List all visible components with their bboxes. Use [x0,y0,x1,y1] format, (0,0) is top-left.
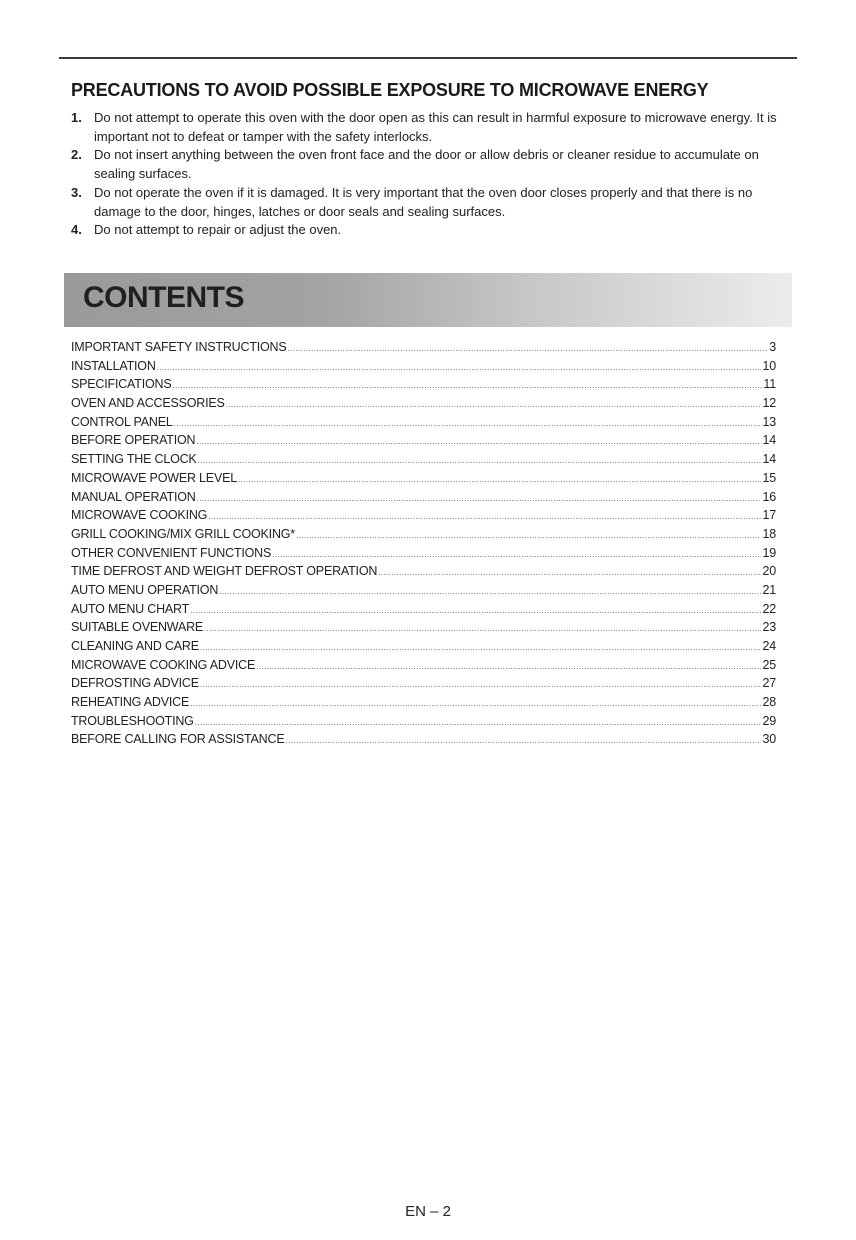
toc-entry-page: 27 [762,676,776,691]
toc-entry-page: 15 [762,470,776,485]
toc-entry-title: IMPORTANT SAFETY INSTRUCTIONS [71,340,287,354]
toc-entry[interactable] [71,452,776,471]
toc-entry-page: 12 [762,396,776,411]
toc-entry-page: 20 [762,564,776,579]
toc-entry[interactable] [71,564,776,583]
toc-entry-title: REHEATING ADVICE [71,695,190,710]
precaution-number: 2. [71,147,82,163]
toc-dot-leader [195,718,762,727]
toc-entry-page: 3 [769,340,776,354]
toc-entry-page: 24 [762,639,776,653]
toc-dot-leader [204,624,761,633]
toc-entry[interactable] [71,433,776,452]
toc-dot-leader [208,512,761,521]
toc-entry-title: MICROWAVE COOKING ADVICE [71,657,256,672]
toc-entry-title: SETTING THE CLOCK [71,452,197,467]
toc-entry[interactable] [71,639,776,658]
toc-entry-title: AUTO MENU OPERATION [71,582,219,597]
toc-entry-page: 13 [762,414,776,429]
toc-dot-leader [197,494,762,503]
precaution-number: 4. [71,222,82,238]
top-divider [59,57,797,59]
page-number: EN – 2 [405,1203,451,1220]
precaution-number: 1. [71,110,82,125]
toc-dot-leader [196,437,761,446]
toc-entry-page: 18 [762,526,776,541]
toc-entry-page: 19 [762,545,776,560]
toc-entry[interactable] [71,359,776,378]
toc-dot-leader [190,606,761,615]
toc-dot-leader [190,699,761,708]
toc-entry-title: BEFORE CALLING FOR ASSISTANCE [71,732,285,747]
toc-entry[interactable] [71,396,776,415]
toc-entry-title: OTHER CONVENIENT FUNCTIONS [71,545,272,560]
table-of-contents [71,340,776,751]
toc-entry-title: GRILL COOKING/MIX GRILL COOKING* [71,526,295,541]
toc-entry[interactable] [71,602,776,621]
precaution-item [71,146,787,183]
precautions-heading: PRECAUTIONS TO AVOID POSSIBLE EXPOSURE TO MICROWAVE ENERGY [71,80,709,100]
toc-dot-leader [200,643,762,652]
toc-dot-leader [157,363,762,372]
toc-entry-title: CONTROL PANEL [71,414,173,429]
toc-entry[interactable] [71,340,776,359]
toc-entry-page: 29 [762,713,776,728]
toc-entry-title: MICROWAVE COOKING [71,508,208,523]
toc-entry[interactable] [71,415,776,434]
toc-entry-page: 30 [762,732,776,747]
precaution-number: 3. [71,184,82,200]
toc-dot-leader [219,587,761,596]
toc-entry-page: 25 [762,657,776,672]
toc-entry-page: 16 [762,489,776,504]
toc-entry[interactable] [71,583,776,602]
toc-dot-leader [296,531,762,540]
toc-entry-page: 10 [762,358,776,373]
toc-dot-leader [226,400,762,409]
toc-entry[interactable] [71,676,776,695]
toc-entry-title: SUITABLE OVENWARE [71,620,204,635]
toc-dot-leader [378,568,761,577]
toc-entry-title: MICROWAVE POWER LEVEL [71,470,237,485]
toc-entry-title: OVEN AND ACCESSORIES [71,396,225,411]
toc-dot-leader [285,736,761,745]
precautions-list [71,109,787,240]
toc-entry[interactable] [71,714,776,733]
toc-entry[interactable] [71,658,776,677]
toc-dot-leader [200,680,762,689]
toc-entry[interactable] [71,471,776,490]
toc-entry-page: 21 [762,582,776,597]
toc-entry-title: INSTALLATION [71,358,156,373]
toc-entry[interactable] [71,732,776,751]
toc-entry-page: 23 [762,620,776,635]
toc-entry[interactable] [71,620,776,639]
toc-entry-page: 22 [762,601,776,616]
toc-entry-title: TROUBLESHOOTING [71,713,194,728]
toc-entry-title: DEFROSTING ADVICE [71,676,199,691]
toc-entry[interactable] [71,377,776,396]
contents-title: CONTENTS [83,281,244,314]
toc-entry-page: 28 [762,695,776,710]
toc-entry[interactable] [71,508,776,527]
toc-entry-title: BEFORE OPERATION [71,433,196,448]
toc-entry[interactable] [71,490,776,509]
toc-dot-leader [288,344,769,353]
toc-entry-title: AUTO MENU CHART [71,601,190,616]
toc-dot-leader [238,475,762,484]
toc-entry-page: 11 [763,377,776,392]
toc-entry[interactable] [71,546,776,565]
precaution-item [71,184,787,221]
toc-entry[interactable] [71,527,776,546]
precaution-text: Do not insert anything between the oven front face and the door or allow debris or cleaner residue to accumulate on sealing surfaces. [94,147,759,182]
toc-entry-title: CLEANING AND CARE [71,639,199,653]
contents-banner [64,273,792,327]
toc-dot-leader [172,381,762,390]
toc-entry-title: SPECIFICATIONS [71,377,172,392]
toc-entry-title: MANUAL OPERATION [71,489,196,504]
toc-entry-page: 17 [762,508,776,523]
toc-entry-page: 14 [762,433,776,448]
toc-entry-title: TIME DEFROST AND WEIGHT DEFROST OPERATION [71,564,378,579]
toc-entry-page: 14 [762,452,776,467]
precaution-text: Do not attempt to operate this oven with the door open as this can result in harmful exposure to microwave energy. It is important not to defeat or tamper with the safety interlocks. [94,110,777,144]
precaution-text: Do not attempt to repair or adjust the oven. [94,222,342,238]
precaution-item [71,109,787,146]
toc-dot-leader [256,662,761,671]
toc-dot-leader [272,550,761,559]
precaution-item [71,221,787,240]
toc-dot-leader [198,456,762,465]
toc-entry[interactable] [71,695,776,714]
toc-dot-leader [174,419,762,428]
precaution-text: Do not operate the oven if it is damaged. It is very important that the oven door closes properly and that there is no damage to the door, hinges, latches or door seals and sealing surfaces. [94,184,753,219]
